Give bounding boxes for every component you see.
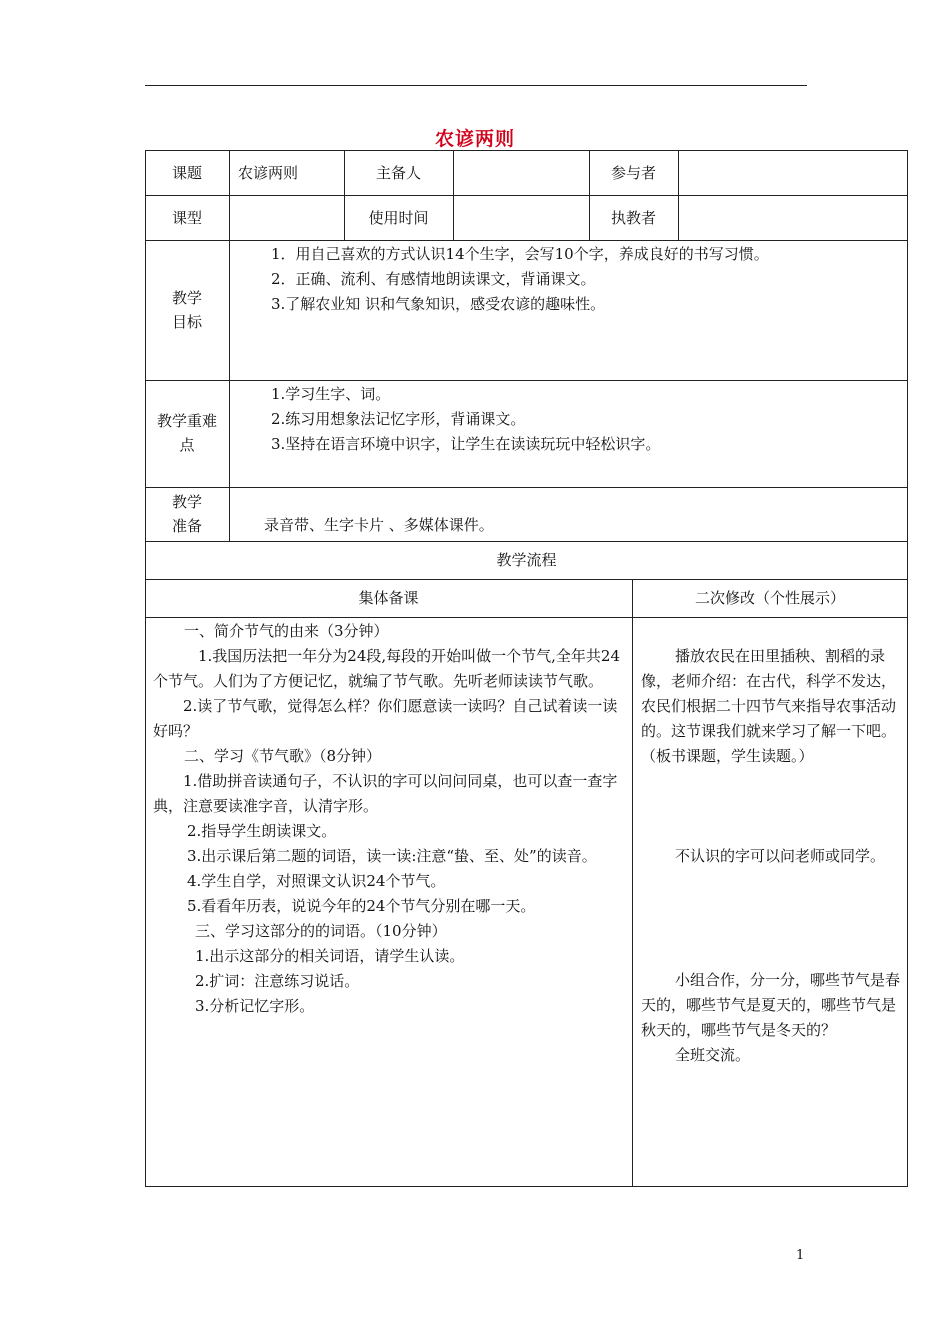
group-prep-content xyxy=(153,619,625,1019)
column-divider xyxy=(453,150,454,240)
paragraph: 1.借助拼音读通句子，不认识的字可以问问同桌，也可以查一查字典，注意要读准字音，认清字形。 xyxy=(153,772,618,815)
topic-label: 课题 xyxy=(171,164,202,182)
row-divider xyxy=(145,240,908,241)
objective-item: 1．用自己喜欢的方式认识14个生字，会写10个字，养成良好的书写习惯。 xyxy=(271,245,769,263)
page-number: 1 xyxy=(796,1248,805,1263)
paragraph: 2.扩词：注意练习说话。 xyxy=(195,972,360,990)
objectives-label-line: 目标 xyxy=(171,313,202,331)
objective-item: 3.了解农业知 识和气象知识，感受农谚的趣味性。 xyxy=(271,295,606,313)
revision-note: 不认识的字可以问老师或同学。 xyxy=(675,847,886,865)
paragraph: 2.指导学生朗读课文。 xyxy=(187,822,337,840)
lead-preparer-label: 主备人 xyxy=(375,164,421,182)
objectives-label-line: 教学 xyxy=(171,289,202,307)
key-point-item: 1.学习生字、词。 xyxy=(271,385,391,403)
process-heading: 教学流程 xyxy=(496,551,557,569)
header-rule xyxy=(145,85,807,86)
column-divider xyxy=(678,150,679,240)
row-divider xyxy=(145,541,908,542)
objectives-label xyxy=(145,286,229,334)
section-heading: 二、学习《节气歌》（8分钟） xyxy=(184,747,382,765)
paragraph: 3.出示课后第二题的词语，读一读:注意“蛰、至、处”的读音。 xyxy=(187,847,597,865)
key-point-item: 3.坚持在语言环境中识字，让学生在读读玩玩中轻松识字。 xyxy=(271,435,661,453)
section-heading: 三、学习这部分的的词语。（10分钟） xyxy=(195,922,447,940)
participant-label: 参与者 xyxy=(610,164,656,182)
document-title: 农谚两则 xyxy=(434,128,515,150)
revision-note: 全班交流。 xyxy=(675,1046,751,1064)
usage-time-label: 使用时间 xyxy=(368,209,429,227)
paragraph: 2.读了节气歌，觉得怎么样？你们愿意读一读吗？自己试着读一读好吗？ xyxy=(153,697,618,740)
key-points-list xyxy=(271,382,901,457)
paragraph: 5.看看年历表，说说今年的24个节气分别在哪一天。 xyxy=(187,897,536,915)
paragraph: 3.分析记忆字形。 xyxy=(195,997,315,1015)
key-points-label xyxy=(145,409,229,457)
row-divider xyxy=(145,579,908,580)
key-points-label-line: 点 xyxy=(179,436,195,454)
key-points-label-line: 教学重难 xyxy=(156,412,217,430)
section-heading: 一、简介节气的由来（3分钟） xyxy=(184,622,389,640)
paragraph: 1.我国历法把一年分为24段,每段的开始叫做一个节气,全年共24个节气。人们为了方便记忆，就编了节气歌。先听老师读读节气歌。 xyxy=(153,647,621,690)
preparation-label xyxy=(145,490,229,538)
topic-value: 农谚两则 xyxy=(238,164,299,182)
preparation-label-line: 教学 xyxy=(171,493,202,511)
group-prep-column-header: 集体备课 xyxy=(358,589,419,607)
column-divider xyxy=(229,150,230,541)
preparation-content: 录音带、生字卡片 、多媒体课件。 xyxy=(264,516,494,534)
objective-item: 2．正确、流利、有感情地朗读课文，背诵课文。 xyxy=(271,270,596,288)
column-divider xyxy=(632,579,633,1187)
revision-column-header: 二次修改（个性展示） xyxy=(694,589,845,607)
objectives-list xyxy=(271,242,901,317)
row-divider xyxy=(145,195,908,196)
paragraph: 4.学生自学，对照课文认识24个节气。 xyxy=(187,872,446,890)
preparation-label-line: 准备 xyxy=(171,517,202,535)
row-divider xyxy=(145,487,908,488)
revision-note: 小组合作，分一分，哪些节气是春天的，哪些节气是夏天的，哪些节气是秋天的，哪些节气是冬天的？ xyxy=(641,971,901,1039)
row-divider xyxy=(145,380,908,381)
lesson-type-label: 课型 xyxy=(171,209,202,227)
key-point-item: 2.练习用想象法记忆字形，背诵课文。 xyxy=(271,410,526,428)
instructor-label: 执教者 xyxy=(610,209,656,227)
paragraph: 1.出示这部分的相关词语，请学生认读。 xyxy=(195,947,465,965)
revision-note: 播放农民在田里插秧、割稻的录像，老师介绍：在古代，科学不发达，农民们根据二十四节气来指导农事活动的。这节课我们就来学习了解一下吧。（板书课题，学生读题。） xyxy=(641,647,897,765)
row-divider xyxy=(145,617,908,618)
